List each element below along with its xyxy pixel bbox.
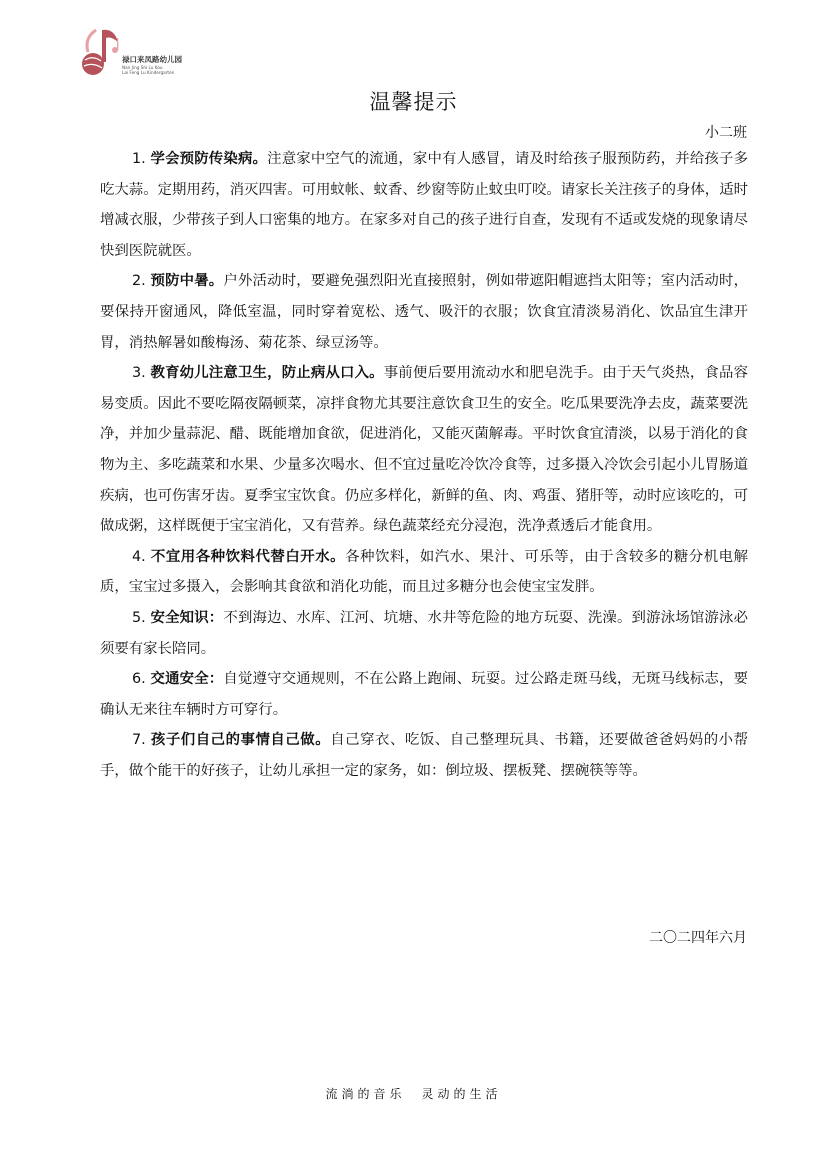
logo-pinyin-line2: Lai Feng Lu Kindergarten xyxy=(122,70,175,75)
footer-slogan-right: 灵动的生活 xyxy=(421,1087,502,1101)
tip-number: 2. xyxy=(132,273,146,290)
tip-paragraph xyxy=(100,542,748,603)
tip-number: 7. xyxy=(132,732,146,749)
tip-paragraph xyxy=(100,725,748,786)
page-footer xyxy=(0,1085,827,1102)
tip-heading: 孩子们自己的事情自己做。 xyxy=(150,732,331,749)
tip-heading: 学会预防传染病。 xyxy=(150,151,268,167)
kindergarten-logo xyxy=(80,22,210,82)
tip-text: 自觉遵守交通规则，不在公路上跑闹、玩耍。过公路走斑马线，无斑马线标志，要确认无来往车辆时方可穿行。 xyxy=(100,671,748,718)
tip-text: 不到海边、水库、江河、坑塘、水井等危险的地方玩耍、洗澡。到游泳场馆游泳必须要有家长陪同。 xyxy=(100,609,748,657)
tip-heading: 安全知识： xyxy=(150,609,224,626)
tip-text: 事前便后要用流动水和肥皂洗手。由于天气炎热，食品容 易变质。因此不要吃隔夜隔顿菜，凉拌食物尤其要注意饮食卫生的安全。吃瓜果要洗净去皮，蔬菜要洗净，并加少量蒜泥、醋、既能增加食欲，促进消化，又能灭菌解毒。平时饮食宜清淡，以易于消化的食物为主、多吃蔬菜和水果、少量多次喝水、但不宜过量吃冷饮冷食等，过多摄入冷饮会引起小儿胃肠道疾病，也可伤害牙齿。夏季宝宝饮食。仍应多样化，新鲜的鱼、肉、鸡蛋、猪肝等，动时应该吃的，可做成粥，这样既便于宝宝消化，又有营养。绿色蔬菜经充分浸泡，洗净煮透后才能食用。 xyxy=(100,365,748,535)
logo-pinyin xyxy=(122,65,174,75)
page-title: 温馨提示 xyxy=(369,90,458,114)
tip-number: 4. xyxy=(132,548,146,565)
footer-slogan-left: 流淌的音乐 xyxy=(325,1087,406,1101)
class-name: 小二班 xyxy=(705,125,747,141)
tip-paragraph xyxy=(100,603,748,664)
tip-heading: 不宜用各种饮料代替白开水。 xyxy=(150,548,346,565)
music-note-logo-icon xyxy=(80,22,124,78)
tip-number: 1. xyxy=(132,151,146,167)
logo-name: 禄口来凤路幼儿园 xyxy=(122,55,182,64)
tip-number: 6. xyxy=(132,671,146,688)
logo-pinyin-line1: Nan Jing Shi Lu Kou xyxy=(122,65,163,70)
date-signature: 二〇二四年六月 xyxy=(649,930,747,946)
tip-paragraph xyxy=(100,144,748,266)
tip-text: 各种饮料，如汽水、果汁、可乐等，由于含较多的糖分机电解质，宝宝过多摄入，会影响其食欲和消化功能，而且过多糖分也会使宝宝发胖。 xyxy=(100,548,748,596)
tip-paragraph xyxy=(100,266,748,358)
tip-heading: 教育幼儿注意卫生，防止病从口入。 xyxy=(150,365,384,382)
tip-heading: 交通安全： xyxy=(150,671,224,688)
tip-heading: 预防中暑。 xyxy=(150,273,224,290)
tip-text: 注意家中空气的流通，家中有人感冒，请及时给孩子服预防药，并给孩子多吃大蒜。定期用药，消灭四害。可用蚊帐、蚊香、纱窗等防止蚊虫叮咬。请家长关注孩子的身体，适时增减衣服，少带孩子到人口密集的地方。在家多对自己的孩子进行自查，发现有不适或发烧的现象请尽快到医院就医。 xyxy=(100,151,748,259)
tip-paragraph xyxy=(100,358,748,542)
tips-body xyxy=(100,144,748,786)
tip-paragraph xyxy=(100,664,748,725)
tip-number: 5. xyxy=(132,609,146,626)
tip-text: 户外活动时，要避免强烈阳光直接照射，例如带遮阳帽遮挡太阳等；室内活动时， 要保持开窗通风，降低室温，同时穿着宽松、透气、吸汗的衣服；饮食宜清淡易消化、饮品宜生津开胃，消热解暑如酸梅汤、菊花茶、绿豆汤等。 xyxy=(100,273,748,351)
tip-number: 3. xyxy=(132,365,146,382)
tip-text: 自己穿衣、吃饭、自己整理玩具、书籍，还要做爸爸妈妈的小帮手，做个能干的好孩子，让幼儿承担一定的家务，如：倒垃圾、摆板凳、摆碗筷等等。 xyxy=(100,732,748,779)
